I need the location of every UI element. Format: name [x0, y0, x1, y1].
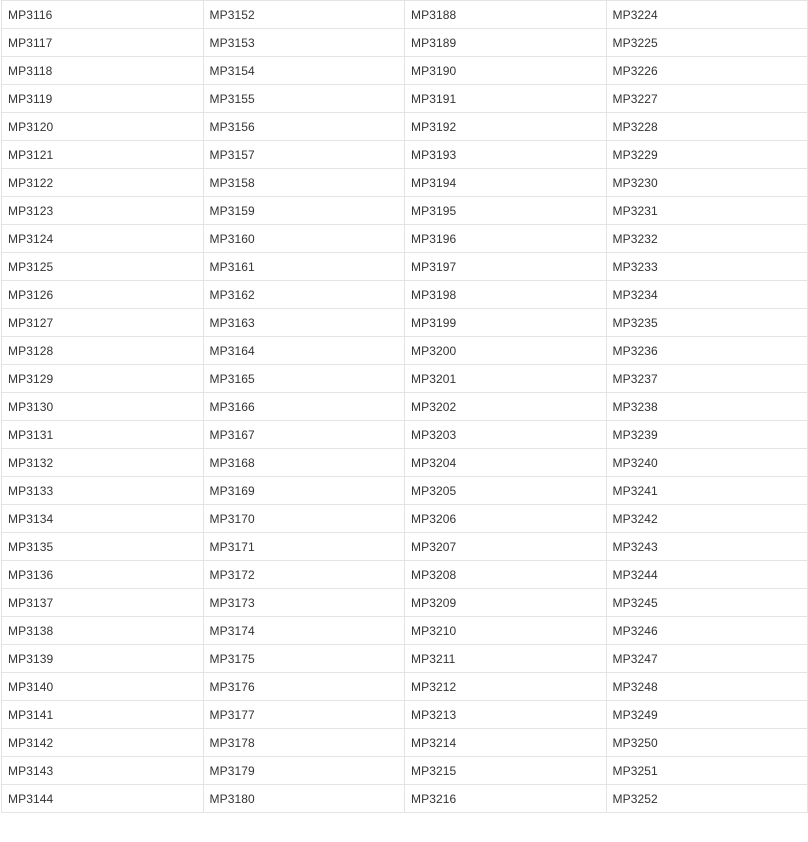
table-row — [2, 1, 808, 29]
table-cell-part-number: MP3244 — [606, 561, 808, 589]
table-cell-part-number: MP3226 — [606, 57, 808, 85]
table-cell-part-number: MP3209 — [405, 589, 607, 617]
table-cell-part-number: MP3154 — [203, 57, 405, 85]
table-cell-part-number: MP3199 — [405, 309, 607, 337]
table-row — [2, 533, 808, 561]
table-cell-part-number: MP3247 — [606, 645, 808, 673]
table-cell-part-number: MP3243 — [606, 533, 808, 561]
table-cell-part-number: MP3250 — [606, 729, 808, 757]
table-cell-part-number: MP3170 — [203, 505, 405, 533]
table-cell-part-number: MP3116 — [2, 1, 204, 29]
table-cell-part-number: MP3198 — [405, 281, 607, 309]
table-row — [2, 309, 808, 337]
table-cell-part-number: MP3175 — [203, 645, 405, 673]
table-cell-part-number: MP3131 — [2, 421, 204, 449]
table-cell-part-number: MP3169 — [203, 477, 405, 505]
table-cell-part-number: MP3138 — [2, 617, 204, 645]
table-cell-part-number: MP3248 — [606, 673, 808, 701]
table-cell-part-number: MP3206 — [405, 505, 607, 533]
table-row — [2, 589, 808, 617]
table-cell-part-number: MP3236 — [606, 337, 808, 365]
table-cell-part-number: MP3195 — [405, 197, 607, 225]
part-number-table — [1, 0, 808, 813]
table-row — [2, 561, 808, 589]
table-cell-part-number: MP3173 — [203, 589, 405, 617]
table-cell-part-number: MP3121 — [2, 141, 204, 169]
table-cell-part-number: MP3129 — [2, 365, 204, 393]
table-row — [2, 757, 808, 785]
table-cell-part-number: MP3167 — [203, 421, 405, 449]
table-cell-part-number: MP3122 — [2, 169, 204, 197]
table-cell-part-number: MP3176 — [203, 673, 405, 701]
table-row — [2, 29, 808, 57]
table-cell-part-number: MP3172 — [203, 561, 405, 589]
table-cell-part-number: MP3165 — [203, 365, 405, 393]
table-cell-part-number: MP3155 — [203, 85, 405, 113]
table-cell-part-number: MP3158 — [203, 169, 405, 197]
table-row — [2, 449, 808, 477]
table-cell-part-number: MP3205 — [405, 477, 607, 505]
table-cell-part-number: MP3159 — [203, 197, 405, 225]
table-cell-part-number: MP3164 — [203, 337, 405, 365]
table-cell-part-number: MP3132 — [2, 449, 204, 477]
table-cell-part-number: MP3229 — [606, 141, 808, 169]
table-cell-part-number: MP3160 — [203, 225, 405, 253]
table-cell-part-number: MP3174 — [203, 617, 405, 645]
table-cell-part-number: MP3177 — [203, 701, 405, 729]
table-row — [2, 225, 808, 253]
table-row — [2, 57, 808, 85]
table-cell-part-number: MP3141 — [2, 701, 204, 729]
table-cell-part-number: MP3142 — [2, 729, 204, 757]
table-cell-part-number: MP3117 — [2, 29, 204, 57]
table-cell-part-number: MP3190 — [405, 57, 607, 85]
table-cell-part-number: MP3128 — [2, 337, 204, 365]
table-row — [2, 505, 808, 533]
table-cell-part-number: MP3237 — [606, 365, 808, 393]
table-cell-part-number: MP3156 — [203, 113, 405, 141]
table-row — [2, 113, 808, 141]
table-cell-part-number: MP3139 — [2, 645, 204, 673]
table-cell-part-number: MP3207 — [405, 533, 607, 561]
table-cell-part-number: MP3204 — [405, 449, 607, 477]
table-cell-part-number: MP3137 — [2, 589, 204, 617]
table-cell-part-number: MP3201 — [405, 365, 607, 393]
table-row — [2, 365, 808, 393]
table-row — [2, 645, 808, 673]
table-cell-part-number: MP3245 — [606, 589, 808, 617]
table-cell-part-number: MP3152 — [203, 1, 405, 29]
table-cell-part-number: MP3211 — [405, 645, 607, 673]
table-cell-part-number: MP3196 — [405, 225, 607, 253]
table-cell-part-number: MP3168 — [203, 449, 405, 477]
table-cell-part-number: MP3233 — [606, 253, 808, 281]
table-cell-part-number: MP3241 — [606, 477, 808, 505]
table-cell-part-number: MP3225 — [606, 29, 808, 57]
table-cell-part-number: MP3242 — [606, 505, 808, 533]
table-row — [2, 281, 808, 309]
table-row — [2, 253, 808, 281]
table-cell-part-number: MP3252 — [606, 785, 808, 813]
table-row — [2, 701, 808, 729]
table-cell-part-number: MP3234 — [606, 281, 808, 309]
table-cell-part-number: MP3179 — [203, 757, 405, 785]
table-row — [2, 729, 808, 757]
table-cell-part-number: MP3166 — [203, 393, 405, 421]
table-row — [2, 85, 808, 113]
table-row — [2, 197, 808, 225]
table-cell-part-number: MP3238 — [606, 393, 808, 421]
table-cell-part-number: MP3227 — [606, 85, 808, 113]
table-cell-part-number: MP3125 — [2, 253, 204, 281]
table-cell-part-number: MP3189 — [405, 29, 607, 57]
table-row — [2, 337, 808, 365]
table-cell-part-number: MP3210 — [405, 617, 607, 645]
table-cell-part-number: MP3231 — [606, 197, 808, 225]
table-cell-part-number: MP3180 — [203, 785, 405, 813]
table-cell-part-number: MP3162 — [203, 281, 405, 309]
table-cell-part-number: MP3144 — [2, 785, 204, 813]
table-cell-part-number: MP3126 — [2, 281, 204, 309]
table-cell-part-number: MP3171 — [203, 533, 405, 561]
table-row — [2, 393, 808, 421]
table-cell-part-number: MP3118 — [2, 57, 204, 85]
table-cell-part-number: MP3136 — [2, 561, 204, 589]
table-cell-part-number: MP3203 — [405, 421, 607, 449]
table-row — [2, 673, 808, 701]
table-cell-part-number: MP3224 — [606, 1, 808, 29]
table-row — [2, 617, 808, 645]
table-cell-part-number: MP3215 — [405, 757, 607, 785]
table-cell-part-number: MP3202 — [405, 393, 607, 421]
table-cell-part-number: MP3193 — [405, 141, 607, 169]
table-cell-part-number: MP3249 — [606, 701, 808, 729]
table-cell-part-number: MP3214 — [405, 729, 607, 757]
table-cell-part-number: MP3216 — [405, 785, 607, 813]
table-cell-part-number: MP3251 — [606, 757, 808, 785]
table-row — [2, 785, 808, 813]
table-cell-part-number: MP3197 — [405, 253, 607, 281]
table-cell-part-number: MP3123 — [2, 197, 204, 225]
table-row — [2, 169, 808, 197]
table-row — [2, 421, 808, 449]
table-cell-part-number: MP3200 — [405, 337, 607, 365]
table-cell-part-number: MP3124 — [2, 225, 204, 253]
table-cell-part-number: MP3246 — [606, 617, 808, 645]
table-body — [2, 1, 808, 813]
table-cell-part-number: MP3232 — [606, 225, 808, 253]
table-cell-part-number: MP3239 — [606, 421, 808, 449]
table-cell-part-number: MP3191 — [405, 85, 607, 113]
table-cell-part-number: MP3143 — [2, 757, 204, 785]
table-cell-part-number: MP3133 — [2, 477, 204, 505]
table-cell-part-number: MP3188 — [405, 1, 607, 29]
table-cell-part-number: MP3135 — [2, 533, 204, 561]
table-cell-part-number: MP3140 — [2, 673, 204, 701]
table-cell-part-number: MP3127 — [2, 309, 204, 337]
table-cell-part-number: MP3120 — [2, 113, 204, 141]
table-cell-part-number: MP3157 — [203, 141, 405, 169]
table-cell-part-number: MP3161 — [203, 253, 405, 281]
table-cell-part-number: MP3213 — [405, 701, 607, 729]
table-cell-part-number: MP3153 — [203, 29, 405, 57]
table-row — [2, 141, 808, 169]
table-cell-part-number: MP3240 — [606, 449, 808, 477]
table-cell-part-number: MP3192 — [405, 113, 607, 141]
table-cell-part-number: MP3235 — [606, 309, 808, 337]
table-cell-part-number: MP3134 — [2, 505, 204, 533]
table-cell-part-number: MP3178 — [203, 729, 405, 757]
table-cell-part-number: MP3212 — [405, 673, 607, 701]
table-row — [2, 477, 808, 505]
table-cell-part-number: MP3130 — [2, 393, 204, 421]
table-cell-part-number: MP3230 — [606, 169, 808, 197]
table-cell-part-number: MP3194 — [405, 169, 607, 197]
table-cell-part-number: MP3163 — [203, 309, 405, 337]
table-cell-part-number: MP3228 — [606, 113, 808, 141]
table-cell-part-number: MP3208 — [405, 561, 607, 589]
table-cell-part-number: MP3119 — [2, 85, 204, 113]
